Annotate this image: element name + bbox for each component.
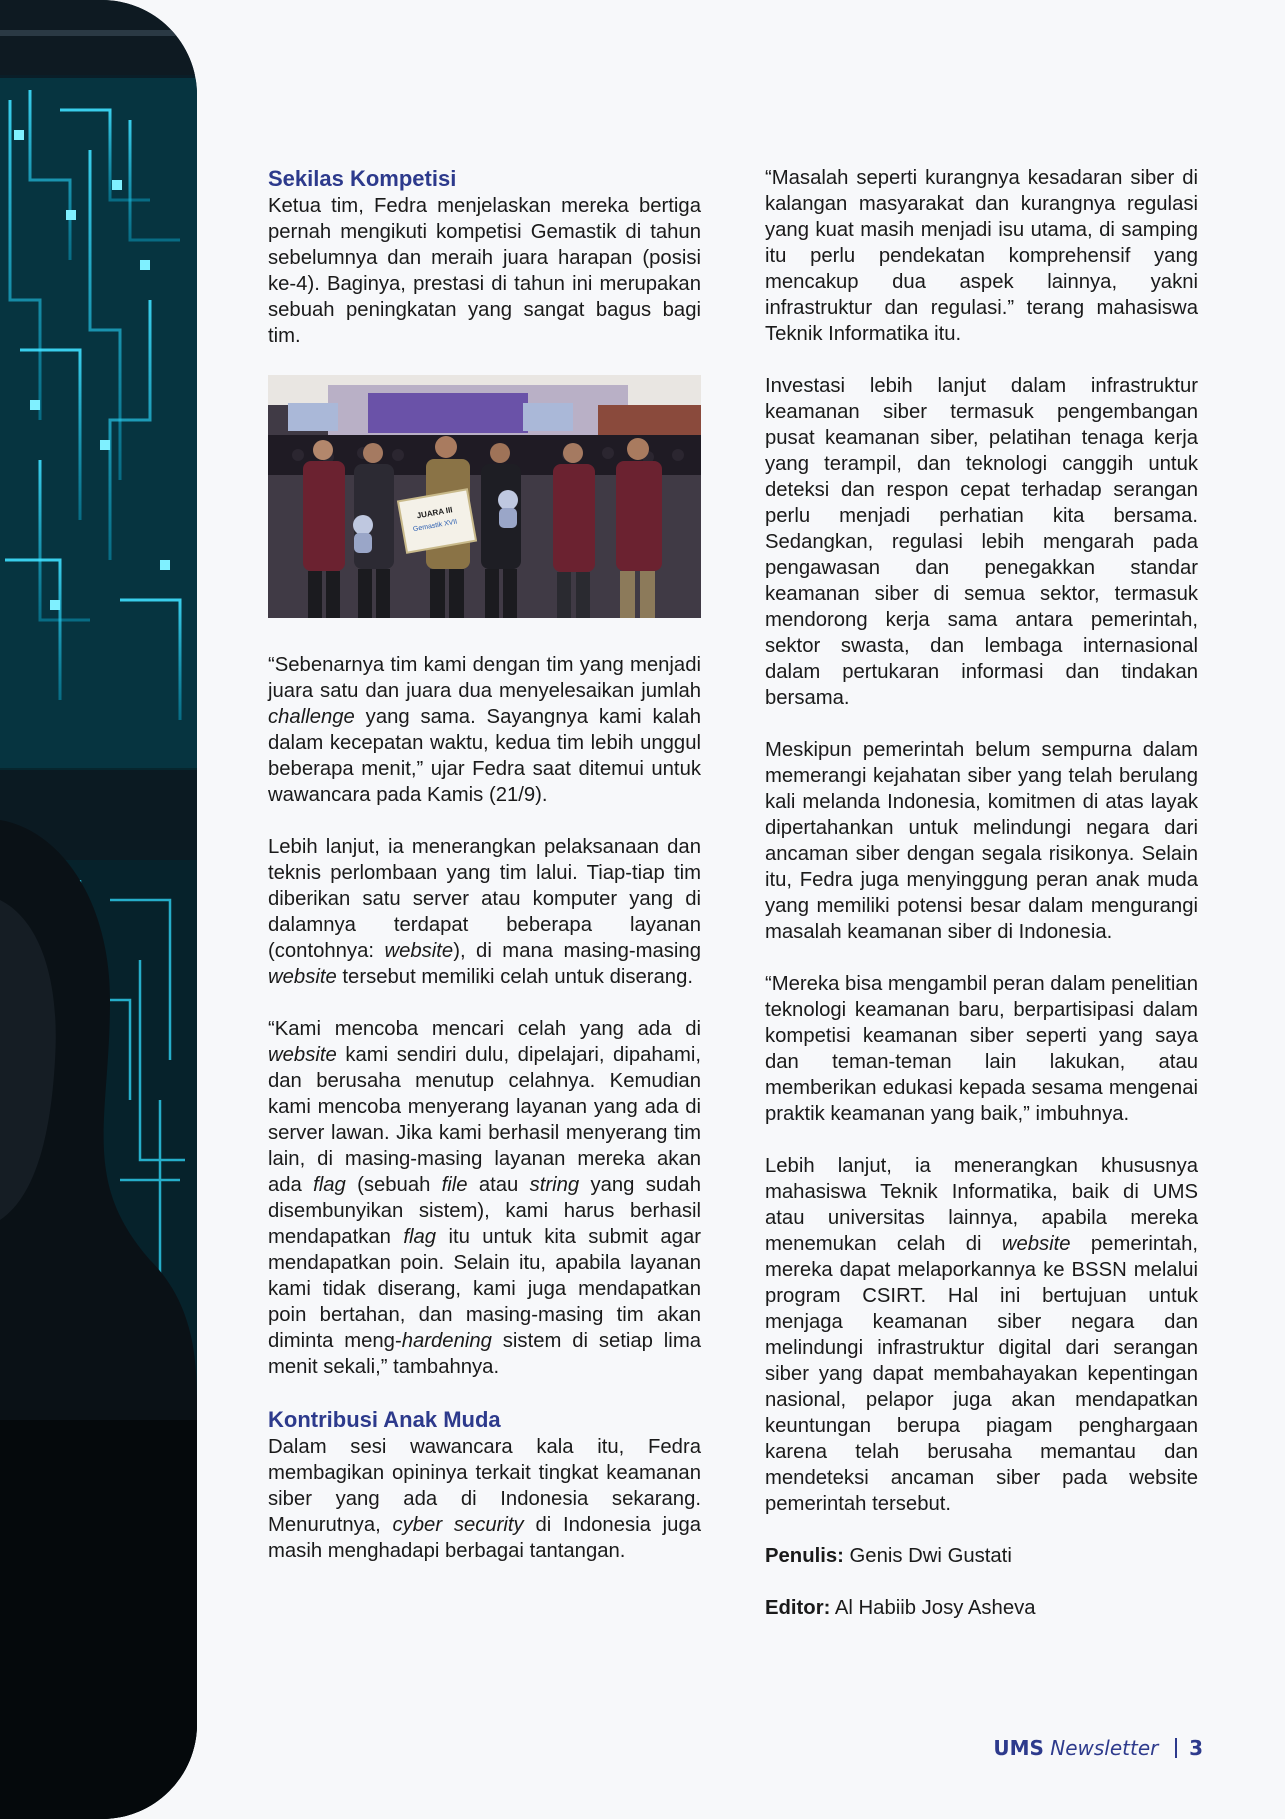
- sign-text-juara: JUARA III: [416, 505, 454, 521]
- section-heading-sekilas: Sekilas Kompetisi: [268, 166, 457, 191]
- left-column: [268, 165, 701, 1564]
- right-column: [765, 165, 1198, 1647]
- byline-editor: Editor: Al Habiib Josy Asheva: [765, 1597, 1036, 1619]
- paragraph-teknis: Lebih lanjut, ia menerangkan pelaksanaan dan teknis perlombaan yang tim lalui. Tiap-tiap tim diberikan satu server atau komputer yang di dalamnya terdapat beberapa layanan (contohnya: website), di mana masing-masing website tersebut memiliki celah untuk diserang.: [268, 836, 701, 988]
- paragraph-right-2: Investasi lebih lanjut dalam infrastruktur keamanan siber termasuk pengembangan pusat keamanan siber, pelatihan tenaga kerja yang terampil, dan teknologi canggih untuk deteksi dan respon cepat terhadap serangan perlu menjadi perhatian kita bersama. Sedangkan, regulasi lebih mengarah pada pengawasan dan penegakkan standar keamanan siber di semua sektor, termasuk mendorong kerja sama antara pemerintah, sektor swasta, dan lembaga internasional dalam pertukaran informasi dan tindakan bersama.: [765, 375, 1198, 709]
- circuit-graphic: [0, 0, 197, 1819]
- footer-newsletter: Newsletter: [1050, 1736, 1159, 1760]
- paragraph-quote-2: “Kami mencoba mencari celah yang ada di website kami sendiri dulu, dipelajari, dipahami, dan berusaha menutup celahnya. Kemudian kami mencoba menyerang layanan yang ada di server lawan. Jika kami berhasil menyerang tim lain, di masing-masing layanan mereka akan ada flag (sebuah file atau string yang sudah disembunyikan sistem), kami harus berhasil mendapatkan flag itu untuk kita submit agar mendapatkan poin. Selain itu, apabila layanan kami tidak diserang, kami juga mendapatkan poin bertahan, dan masing-masing tim akan diminta meng-hardening sistem di setiap lima menit sekali,” tambahnya.: [268, 1018, 701, 1378]
- section-heading-kontribusi: Kontribusi Anak Muda: [268, 1407, 501, 1432]
- byline-writer: Penulis: Genis Dwi Gustati: [765, 1545, 1012, 1567]
- paragraph-right-5: Lebih lanjut, ia menerangkan khususnya mahasiswa Teknik Informatika, baik di UMS atau universitas lainnya, apabila mereka menemukan celah di website pemerintah, mereka dapat melaporkannya ke BSSN melalui program CSIRT. Hal ini bertujuan untuk menjaga keamanan siber negara dan melindungi infrastruktur digital dari serangan siber yang dapat membahayakan kepentingan nasional, pelapor juga akan mendapatkan keuntungan berupa piagam penghargaan karena telah berusaha memantau dan mendeteksi ancaman siber pada website pemerintah tersebut.: [765, 1155, 1198, 1515]
- paragraph-kontribusi: Dalam sesi wawancara kala itu, Fedra membagikan opininya terkait tingkat keamanan siber yang ada di Indonesia sekarang. Menurutnya, cyber security di Indonesia juga masih menghadapi berbagai tantangan.: [268, 1436, 702, 1562]
- team-photo: [268, 375, 701, 618]
- sign-text-gemastik: Gemastik XVII: [412, 518, 458, 534]
- page-footer: [993, 1736, 1203, 1760]
- paragraph-intro: Ketua tim, Fedra menjelaskan mereka bertiga pernah mengikuti kompetisi Gemastik di tahun sebelumnya dan meraih juara harapan (posisi ke-4). Baginya, prestasi di tahun ini merupakan sebuah peningkatan yang sangat bagus bagi tim.: [268, 195, 701, 347]
- paragraph-quote-1: “Sebenarnya tim kami dengan tim yang menjadi juara satu dan juara dua menyelesaikan jumlah challenge yang sama. Sayangnya kami kalah dalam kecepatan waktu, kedua tim lebih unggul beberapa menit,” ujar Fedra saat ditemui untuk wawancara pada Kamis (21/9).: [268, 654, 701, 806]
- paragraph-right-1: “Masalah seperti kurangnya kesadaran siber di kalangan masyarakat dan kurangnya regulasi yang kuat masih menjadi isu utama, di samping itu perlu pendekatan komprehensif yang mencakup dua aspek lainnya, yakni infrastruktur dan regulasi.” terang mahasiswa Teknik Informatika itu.: [765, 167, 1198, 345]
- footer-divider: [1175, 1738, 1177, 1758]
- paragraph-right-4: “Mereka bisa mengambil peran dalam penelitian teknologi keamanan baru, berpartisipasi dalam kompetisi keamanan siber seperti yang saya dan teman-teman lain lakukan, atau memberikan edukasi kepada sesama mengenai praktik keamanan yang baik,” imbuhnya.: [765, 973, 1198, 1125]
- paragraph-right-3: Meskipun pemerintah belum sempurna dalam memerangi kejahatan siber yang telah berulang kali melanda Indonesia, komitmen di atas layak dipertahankan untuk melindungi negara dari ancaman siber dengan segala risikonya. Selain itu, Fedra juga menyinggung peran anak muda yang memiliki potensi besar dalam mengurangi masalah keamanan siber di Indonesia.: [765, 739, 1198, 943]
- team-photo-graphic: [268, 375, 701, 618]
- footer-brand: UMS: [993, 1736, 1044, 1760]
- cyber-hacker-image: [0, 0, 197, 1819]
- page-number: 3: [1189, 1736, 1203, 1760]
